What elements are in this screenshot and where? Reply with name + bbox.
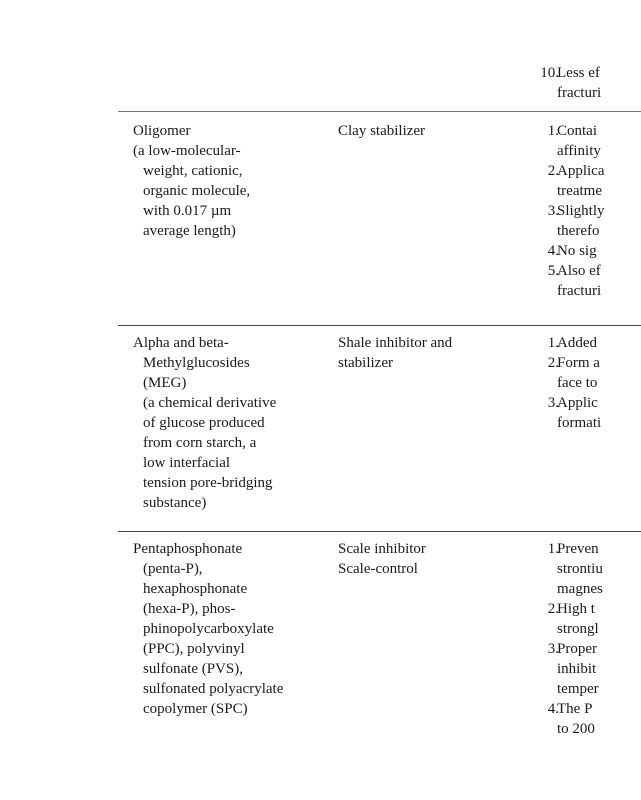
characteristic-line: fracturi xyxy=(557,85,602,101)
material-cell xyxy=(133,333,343,513)
characteristic-line: strongl xyxy=(557,621,599,637)
material-line: (a low-molecular- xyxy=(133,143,241,159)
characteristic-line: 2. High t xyxy=(547,601,595,617)
characteristic-line: 3. Slightly xyxy=(547,203,605,219)
characteristic-line: 1. Added xyxy=(547,335,597,351)
material-line: of glucose produced xyxy=(143,415,265,431)
characteristic-line: 3. Proper xyxy=(547,641,597,657)
function-cell xyxy=(338,121,543,141)
characteristic-line: 2. Applica xyxy=(547,163,605,179)
function-cell xyxy=(338,333,543,373)
characteristics-cell xyxy=(547,539,641,739)
characteristic-line: treatme xyxy=(557,183,602,199)
material-line: phinopolycarboxylate xyxy=(143,621,274,637)
characteristic-line: 4. No sig xyxy=(547,243,597,259)
material-line: (penta-P), xyxy=(143,561,203,577)
function-line: Shale inhibitor and xyxy=(338,335,453,351)
material-cell xyxy=(133,539,343,719)
material-line: sulfonated polyacrylate xyxy=(143,681,284,697)
function-line: Scale-control xyxy=(338,561,418,577)
material-line: (MEG) xyxy=(143,375,187,391)
material-line: hexaphosphonate xyxy=(143,581,248,597)
characteristic-line: face to xyxy=(557,375,598,391)
characteristic-line: strontiu xyxy=(557,561,603,577)
material-line: average length) xyxy=(143,223,236,239)
material-line: weight, cationic, xyxy=(143,163,243,179)
row-divider xyxy=(118,325,641,326)
characteristic-line: 5. Also ef xyxy=(547,263,601,279)
material-line: sulfonate (PVS), xyxy=(143,661,243,677)
material-line: (hexa-P), phos- xyxy=(143,601,236,617)
function-cell xyxy=(338,539,543,579)
material-line: from corn starch, a xyxy=(143,435,257,451)
characteristic-line: 10. Less ef xyxy=(540,65,600,81)
material-line: Pentaphosphonate xyxy=(133,541,243,557)
function-line: stabilizer xyxy=(338,355,393,371)
material-line: Alpha and beta- xyxy=(133,335,229,351)
material-line: with 0.017 µm xyxy=(143,203,232,219)
characteristic-line: to 200 xyxy=(557,721,595,737)
characteristic-line: 4. The P xyxy=(547,701,593,717)
characteristic-line: inhibit xyxy=(557,661,597,677)
characteristic-line: 2. Form a xyxy=(547,355,600,371)
material-line: low interfacial xyxy=(143,455,231,471)
material-line: copolymer (SPC) xyxy=(143,701,248,717)
characteristics-cell xyxy=(547,121,641,301)
material-line: (PPC), polyvinyl xyxy=(143,641,245,657)
characteristics-cell xyxy=(547,333,641,433)
characteristic-line: 1. Contai xyxy=(547,123,597,139)
characteristic-line: magnes xyxy=(557,581,603,597)
characteristic-line: fracturi xyxy=(557,283,602,299)
characteristic-line: temper xyxy=(557,681,599,697)
row-divider xyxy=(118,531,641,532)
material-line: Oligomer xyxy=(133,123,191,139)
characteristic-line: affinity xyxy=(557,143,601,159)
material-line: (a chemical derivative xyxy=(143,395,277,411)
material-line: organic molecule, xyxy=(143,183,251,199)
row-divider xyxy=(118,111,641,112)
material-line: substance) xyxy=(143,495,207,511)
characteristic-line: formati xyxy=(557,415,602,431)
function-line: Scale inhibitor xyxy=(338,541,426,557)
continued-characteristics xyxy=(540,63,641,103)
characteristic-line: 3. Applic xyxy=(547,395,598,411)
characteristic-line: 1. Preven xyxy=(547,541,599,557)
material-cell xyxy=(133,121,343,241)
material-line: Methylglucosides xyxy=(143,355,250,371)
material-line: tension pore-bridging xyxy=(143,475,273,491)
characteristic-line: therefo xyxy=(557,223,600,239)
function-line: Clay stabilizer xyxy=(338,123,426,139)
